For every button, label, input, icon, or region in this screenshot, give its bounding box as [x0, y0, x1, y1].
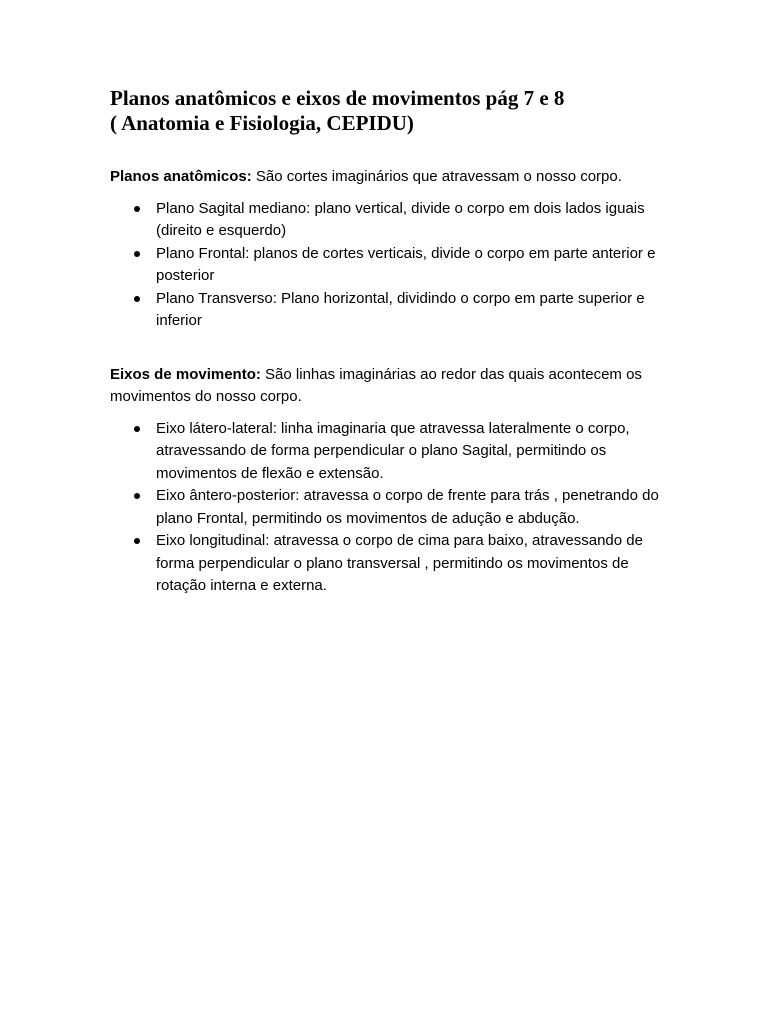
- list-item-text: Eixo longitudinal: atravessa o corpo de cima para baixo, atravessando de forma perpendicular o plano transversal , permitindo os movimentos de rotação interna e externa.: [156, 532, 643, 594]
- list-item: [110, 288, 670, 333]
- planos-term: Planos anatômicos:: [110, 168, 252, 185]
- eixos-definition: São linhas imaginárias ao redor das quais acontecem os movimentos do nosso corpo.: [110, 365, 642, 405]
- document-title: [110, 86, 670, 136]
- list-item: [110, 418, 670, 486]
- bullet-icon: [134, 493, 140, 499]
- list-item-text: Plano Sagital mediano: plano vertical, divide o corpo em dois lados iguais (direito e esquerdo): [156, 199, 645, 239]
- planos-intro: [110, 166, 670, 189]
- list-item-text: Eixo ântero-posterior: atravessa o corpo de frente para trás , penetrando do plano Frontal, permitindo os movimentos de adução e abdução.: [156, 487, 659, 527]
- bullet-icon: [134, 538, 140, 544]
- bullet-icon: [134, 296, 140, 302]
- list-item: [110, 530, 670, 598]
- list-item: [110, 485, 670, 530]
- title-line-2: ( Anatomia e Fisiologia, CEPIDU): [110, 111, 414, 135]
- bullet-icon: [134, 206, 140, 212]
- eixos-term: Eixos de movimento:: [110, 365, 261, 383]
- planos-definition: São cortes imaginários que atravessam o nosso corpo.: [251, 168, 622, 185]
- eixos-intro: [110, 364, 670, 409]
- bullet-icon: [134, 426, 140, 432]
- list-item: [110, 243, 670, 288]
- list-item-text: Plano Transverso: Plano horizontal, dividindo o corpo em parte superior e inferior: [156, 289, 645, 329]
- document-content: [110, 86, 670, 598]
- title-line-1: Planos anatômicos e eixos de movimentos pág 7 e 8: [110, 86, 565, 110]
- list-item: [110, 198, 670, 243]
- planos-list: [110, 198, 670, 333]
- list-item-text: Plano Frontal: planos de cortes verticais, divide o corpo em parte anterior e posterior: [156, 244, 656, 284]
- eixos-section: [110, 364, 670, 598]
- eixos-list: [110, 418, 670, 598]
- planos-section: [110, 166, 670, 333]
- bullet-icon: [134, 251, 140, 257]
- list-item-text: Eixo látero-lateral: linha imaginaria que atravessa lateralmente o corpo, atravessando de forma perpendicular o plano Sagital, permitindo os movimentos de flexão e extensão.: [156, 419, 630, 482]
